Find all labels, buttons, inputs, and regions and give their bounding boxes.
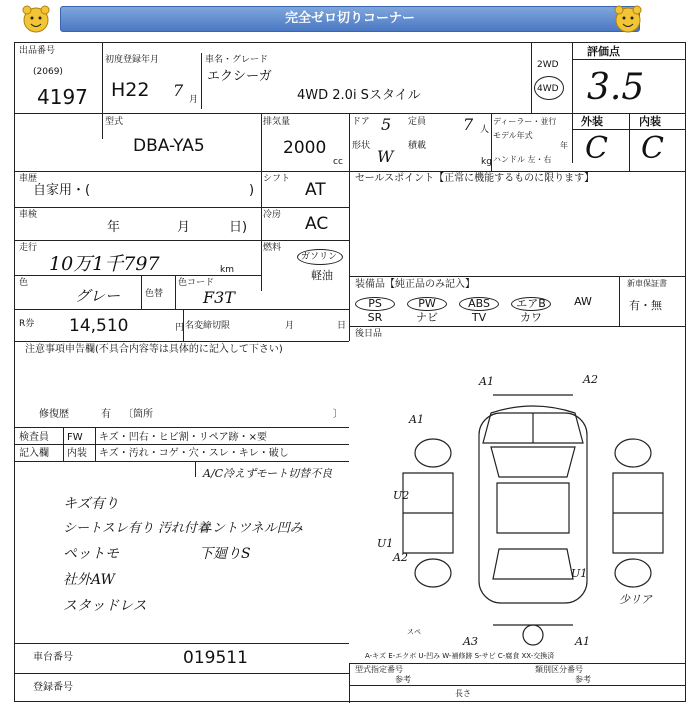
sales-point-label: セールスポイント【正常に機能するものに限ります】 bbox=[355, 173, 595, 184]
shift: AT bbox=[305, 180, 326, 200]
history-value: 自家用・( bbox=[33, 183, 91, 198]
equipment-item: AW bbox=[574, 295, 592, 308]
eval-score: 3.5 bbox=[587, 67, 645, 108]
color-code: F3T bbox=[203, 288, 235, 307]
displacement: 2000 bbox=[283, 138, 327, 158]
car-body-diagram bbox=[383, 373, 683, 653]
equipment-item: ナビ bbox=[416, 311, 438, 324]
auction-sheet: 出品番号 (2069) 4197 初度登録年月 H22 7 月 車名・グレード エクシーガ 4WD 2.0i Sスタイル 2WD 4WD 評価点 3.5 型式 DBA-YA5 排気量 2000 cc ドア 5 定員 7 人 形状 W 積載 kg ディーラー・並行 モデル年式 年 ハンドル 左・右 外装 内装 C C 車歴 自家用・( ) シフト AT セールスポイント【正常に機能するものに限ります】 車検 年 月 日) 冷房 AC 走行 10万1千797 km 燃料 ガソリン 軽油 色 グレー 色替 色コード F3T R券 14,510 円 名変締切限 月 日 装備品【純正品のみ記入】 新車保証書 PS PW ABS エアB AW SR ナビ TV カワ 有・無 後日品 注意事項申告欄(不具合内容等は具体的に記入して下さい) 修復歴 有 〔箇所 〕 検査員 記入欄 FW 内装 キズ・凹右・ヒビ割・リペア跡・×要 キズ・汚れ・コゲ・穴・スレ・キレ・破し A/C冷えずモート切替不良 キズ有り シートスレ有り 汚れ付着 ペットモ 社外AW スタッドレス エントツネル凹み 下廻りS A1 A2 A1 U2 U1 A2 A3 A1 U1 スペ 少リア A-キズ E-エクボ U-凹み W-補修跡 S-サビ C-腐食 XX-交換済 車台番号 019511 登録番号 型式指定番号 参考 類別区分番号 参考 長さ bbox=[14, 42, 686, 702]
name-grade-label: 車名・グレード bbox=[205, 55, 269, 65]
shape: W bbox=[377, 147, 394, 166]
model-code: DBA-YA5 bbox=[133, 136, 205, 156]
chassis-number: 019511 bbox=[183, 648, 248, 668]
recycle-fee: 14,510 bbox=[69, 316, 129, 336]
capacity: 7 bbox=[463, 115, 474, 134]
lot-small: (2069) bbox=[33, 67, 63, 77]
lot-label: 出品番号 bbox=[19, 46, 56, 56]
eval-label: 評価点 bbox=[587, 45, 620, 58]
equipment-item: TV bbox=[471, 311, 487, 324]
color-value: グレー bbox=[75, 287, 121, 305]
grade: 4WD 2.0i Sスタイル bbox=[297, 88, 421, 103]
equipment-item: PS bbox=[355, 297, 395, 311]
mileage: 10万1千797 bbox=[49, 253, 160, 275]
first-reg-label: 初度登録年月 bbox=[105, 55, 160, 65]
notes-label: 注意事項申告欄(不具合内容等は具体的に記入して下さい) bbox=[25, 344, 283, 355]
banner-title: 完全ゼロ切りコーナー bbox=[60, 6, 640, 32]
equipment-item: ABS bbox=[459, 297, 499, 311]
bear-mascot-icon bbox=[20, 4, 52, 34]
car-name: エクシーガ bbox=[207, 69, 272, 84]
equipment-item: PW bbox=[407, 297, 447, 311]
equipment-item: エアB bbox=[511, 297, 551, 311]
cooling: AC bbox=[305, 214, 329, 234]
note-ac: A/C冷えずモート切替不良 bbox=[203, 467, 333, 480]
bear-mascot-icon bbox=[612, 4, 644, 34]
banner bbox=[0, 0, 700, 36]
exterior-grade: C bbox=[585, 131, 608, 166]
doors: 5 bbox=[381, 115, 392, 134]
first-reg-era: H22 bbox=[111, 79, 150, 101]
damage-legend: A-キズ E-エクボ U-凹み W-補修跡 S-サビ C-腐食 XX-交換済 bbox=[365, 652, 555, 660]
equipment-item: SR bbox=[367, 311, 383, 324]
lot-number: 4197 bbox=[37, 85, 88, 109]
first-reg-month: 7 bbox=[173, 81, 184, 100]
interior-grade: C bbox=[641, 131, 664, 166]
equipment-item: カワ bbox=[520, 311, 542, 324]
